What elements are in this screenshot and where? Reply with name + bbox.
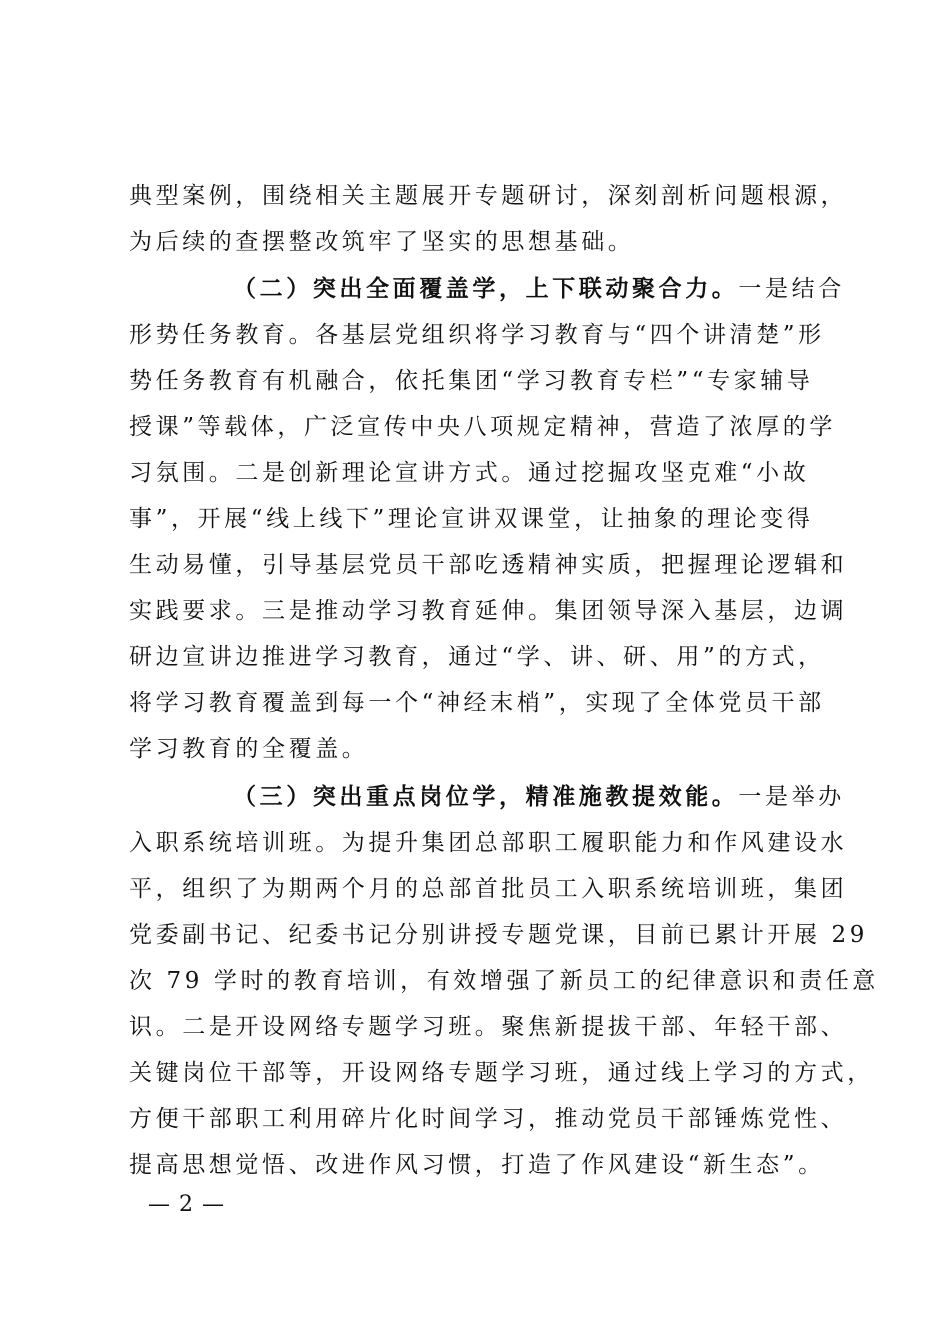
paragraph-line: 形势任务教育。各基层党组织将学习教育与“四个讲清楚”形 (129, 322, 825, 348)
section-heading: （二）突出全面覆盖学，上下联动聚合力。 (233, 275, 739, 302)
paragraph-line: 入职系统培训班。为提升集团总部职工履职能力和作风建设水 (129, 830, 848, 856)
paragraph-line: 典型案例，围绕相关主题展开专题研讨，深刻剖析问题根源， (129, 183, 848, 209)
paragraph-line: 事”，开展“线上线下”理论宣讲双课堂，让抽象的理论变得 (129, 506, 814, 532)
page-number: — 2 — (148, 1192, 225, 1217)
paragraph-line: 实践要求。三是推动学习教育延伸。集团领导深入基层，边调 (129, 598, 848, 624)
paragraph-line: 为后续的查摆整改筑牢了坚实的思想基础。 (129, 229, 635, 255)
paragraph-text: 一是结合 (738, 276, 845, 302)
paragraph-line (233, 782, 845, 812)
paragraph-line: 次 79 学时的教育培训，有效增强了新员工的纪律意识和责任意 (129, 968, 879, 994)
paragraph-line: 研边宣讲边推进学习教育，通过“学、讲、研、用”的方式， (129, 644, 825, 670)
paragraph-line: 党委副书记、纪委书记分别讲授专题党课，目前已累计开展 29 (129, 922, 868, 948)
paragraph-line: 识。二是开设网络专题学习班。聚焦新提拔干部、年轻干部、 (129, 1014, 848, 1040)
paragraph-line: 平，组织了为期两个月的总部首批员工入职系统培训班，集团 (129, 876, 848, 902)
paragraph-line: 提高思想觉悟、改进作风习惯，打造了作风建设“新生态”。 (129, 1152, 825, 1178)
paragraph-line: 授课”等载体，广泛宣传中央八项规定精神，营造了浓厚的学 (129, 414, 836, 440)
paragraph-text: 一是举办 (738, 784, 845, 810)
paragraph-line: 将学习教育覆盖到每一个“神经末梢”，实现了全体党员干部 (129, 690, 825, 716)
paragraph-line: 关键岗位干部等，开设网络专题学习班，通过线上学习的方式， (129, 1060, 874, 1086)
paragraph-line: 方便干部职工利用碎片化时间学习，推动党员干部锤炼党性、 (129, 1106, 848, 1132)
paragraph-line: 习氛围。二是创新理论宣讲方式。通过挖掘攻坚克难“小故 (129, 460, 810, 486)
paragraph-line: 学习教育的全覆盖。 (129, 736, 369, 762)
section-heading: （三）突出重点岗位学，精准施教提效能。 (233, 783, 739, 810)
paragraph-line: 势任务教育有机融合，依托集团“学习教育专栏”“专家辅导 (129, 368, 814, 394)
paragraph-line (233, 274, 845, 304)
paragraph-line: 生动易懂，引导基层党员干部吃透精神实质，把握理论逻辑和 (129, 552, 848, 578)
